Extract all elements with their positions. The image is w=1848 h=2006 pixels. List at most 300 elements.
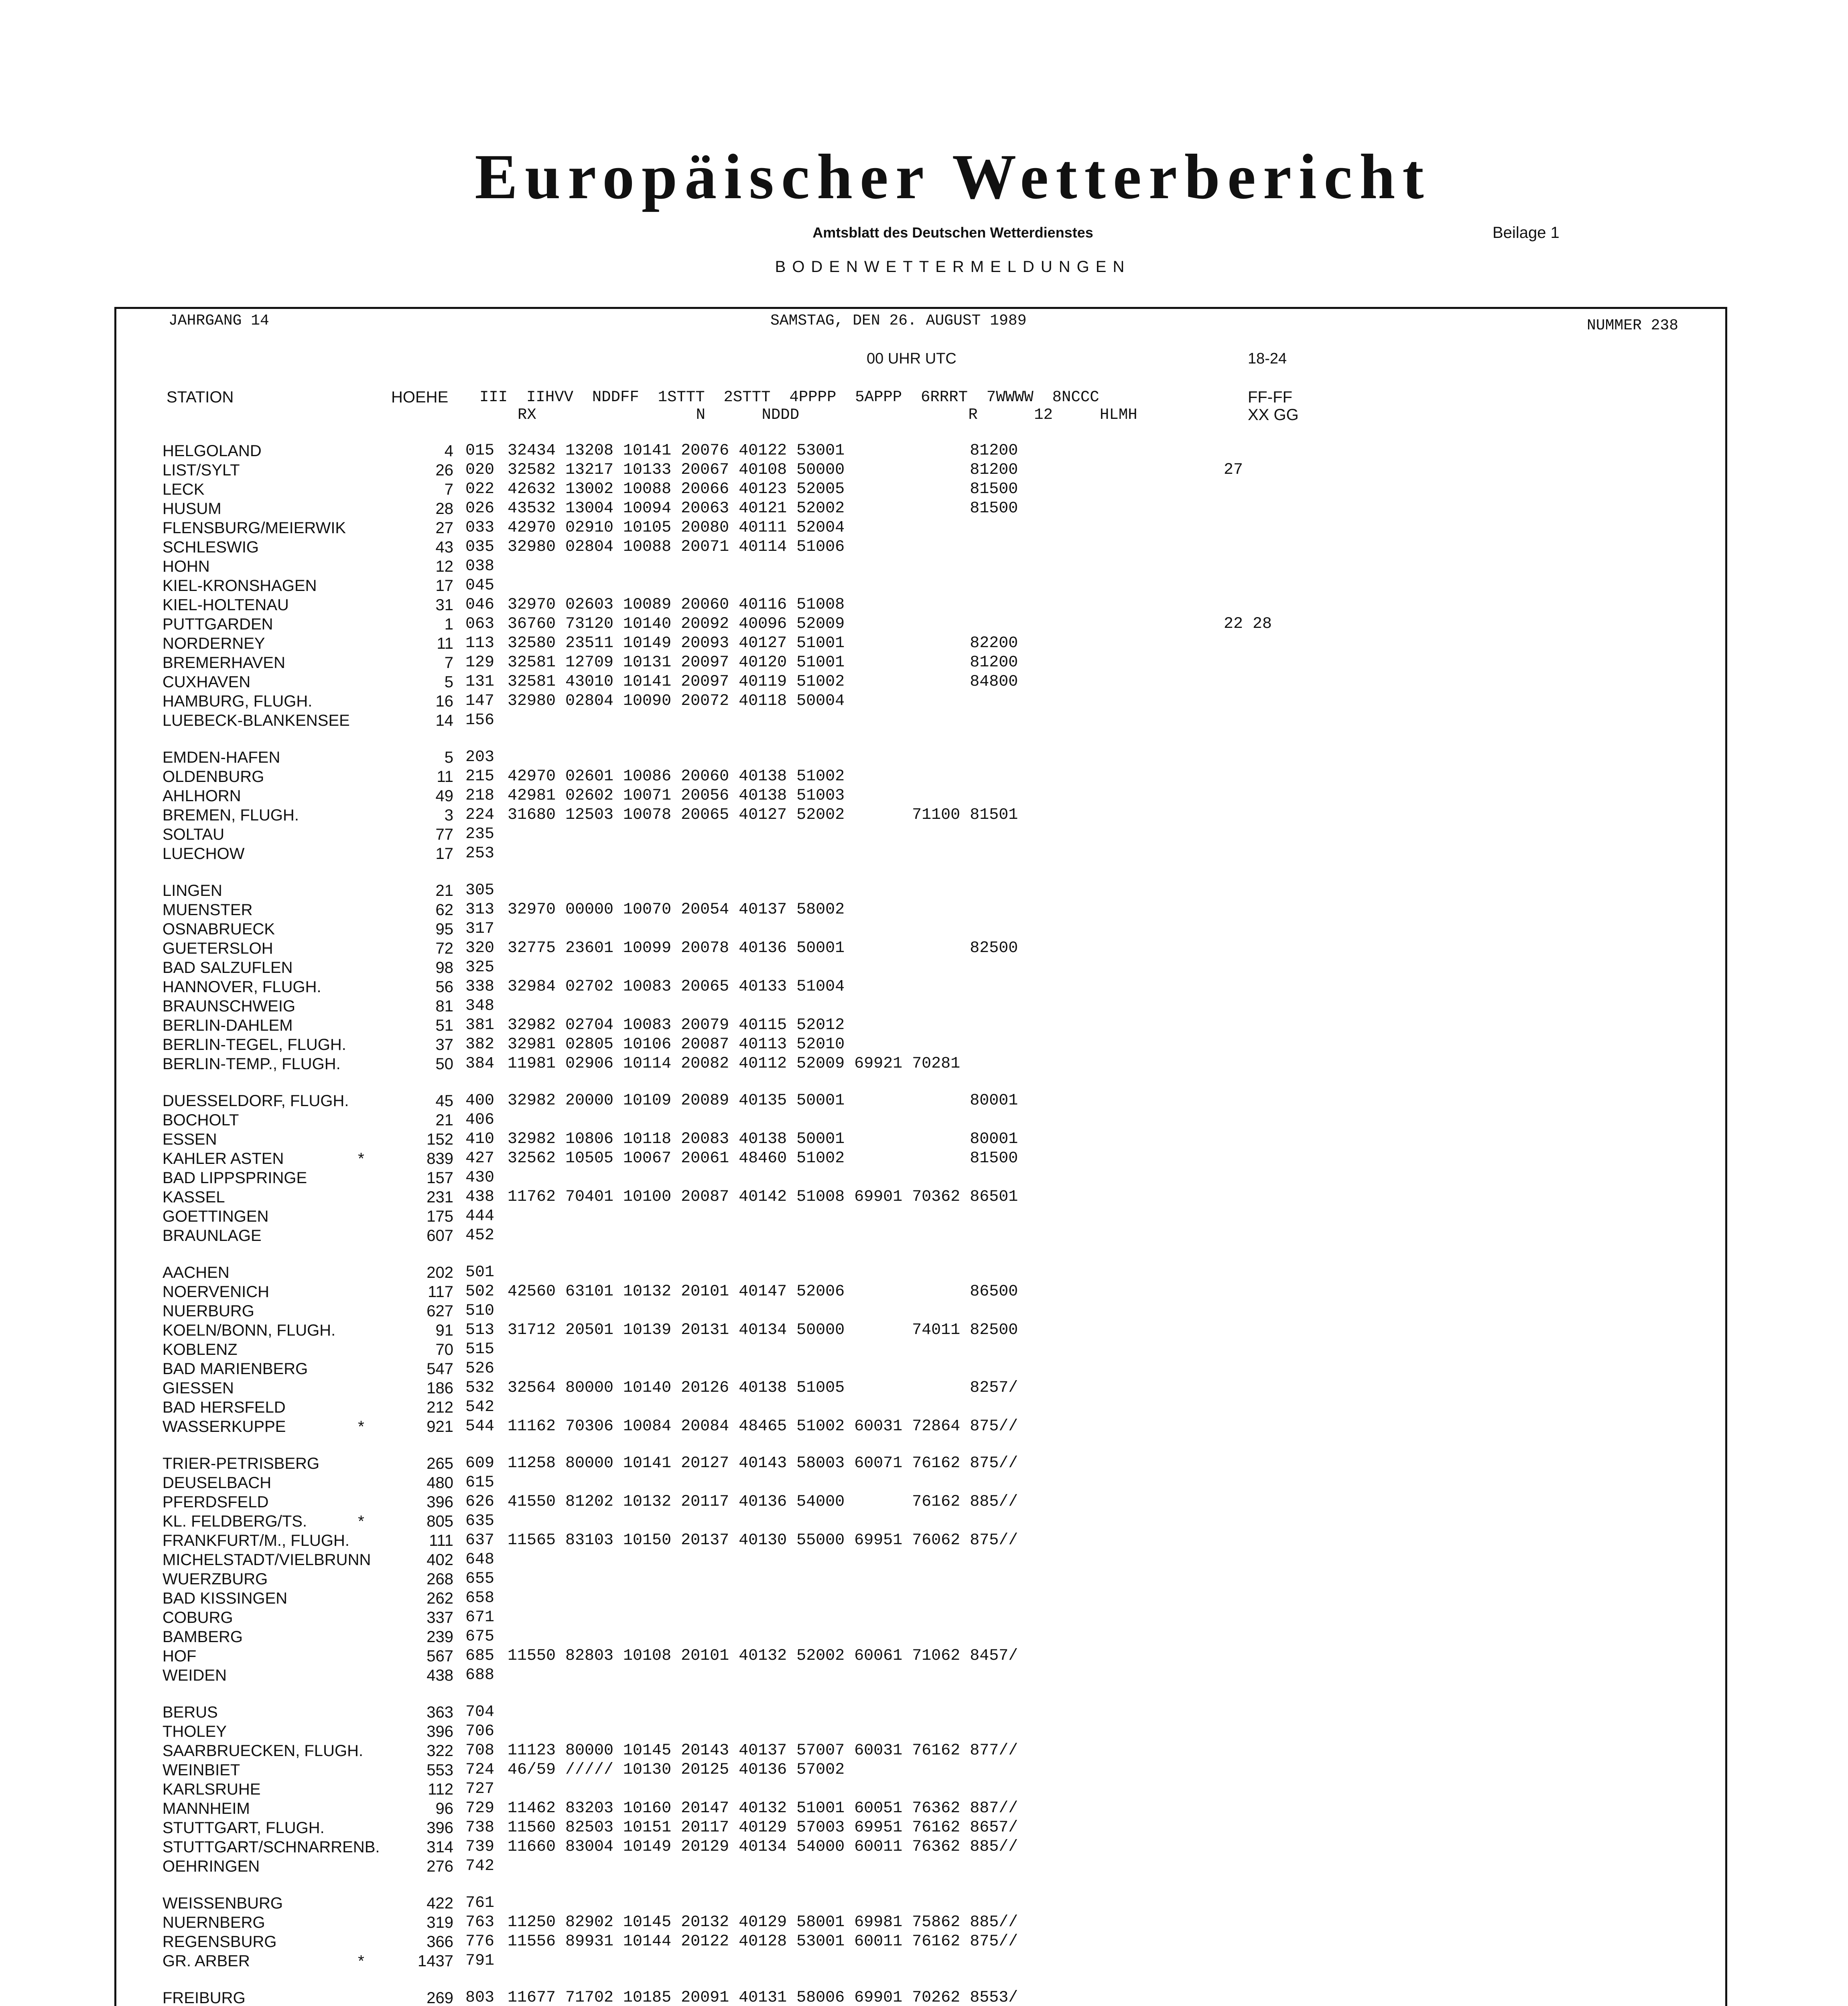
station-number: 400 xyxy=(465,1092,495,1110)
station-name: WEINBIET xyxy=(162,1761,240,1779)
table-row xyxy=(0,1016,1848,1035)
station-data-groups: 46/59 ///// 10130 20125 40136 57002 xyxy=(508,1761,845,1779)
station-name: KARLSRUHE xyxy=(162,1781,261,1798)
table-row xyxy=(0,1149,1848,1168)
station-name: CUXHAVEN xyxy=(162,673,251,691)
station-hoehe: 28 xyxy=(435,500,453,518)
column-header-groups-sub: RX N NDDD R 12 HLMH xyxy=(518,406,1137,424)
station-number: 452 xyxy=(465,1226,495,1245)
station-extra: 27 xyxy=(1224,461,1243,479)
bergstation-marker: * xyxy=(358,1150,364,1167)
station-number: 129 xyxy=(465,654,495,672)
station-number: 384 xyxy=(465,1055,495,1073)
station-number: 033 xyxy=(465,519,495,537)
station-hoehe: 98 xyxy=(435,959,453,977)
station-hoehe: 27 xyxy=(435,519,453,537)
station-name: BRAUNLAGE xyxy=(162,1227,262,1245)
table-row xyxy=(0,1091,1848,1111)
station-data-groups: 42560 63101 10132 20101 40147 52006 86500 xyxy=(508,1283,1018,1301)
station-number: 063 xyxy=(465,615,495,633)
station-hoehe: 11 xyxy=(437,635,453,652)
station-number: 156 xyxy=(465,711,495,729)
table-row xyxy=(0,1054,1848,1074)
station-hoehe: 117 xyxy=(428,1283,453,1301)
station-name: BREMERHAVEN xyxy=(162,654,285,672)
table-row xyxy=(0,1301,1848,1321)
table-row xyxy=(0,1569,1848,1589)
station-data-groups: 32775 23601 10099 20078 40136 50001 82500 xyxy=(508,939,1018,957)
station-name: GUETERSLOH xyxy=(162,940,273,957)
station-hoehe: 921 xyxy=(426,1418,453,1435)
station-hoehe: 567 xyxy=(426,1647,453,1665)
table-row xyxy=(0,1226,1848,1245)
station-name: OEHRINGEN xyxy=(162,1858,260,1875)
station-number: 626 xyxy=(465,1493,495,1511)
station-hoehe: 12 xyxy=(435,558,453,575)
table-row xyxy=(0,1988,1848,2006)
station-name: NOERVENICH xyxy=(162,1283,269,1301)
station-name: COBURG xyxy=(162,1609,233,1626)
station-hoehe: 21 xyxy=(435,882,453,899)
station-hoehe: 17 xyxy=(435,577,453,595)
station-hoehe: 366 xyxy=(426,1933,453,1951)
station-number: 763 xyxy=(465,1913,495,1931)
station-number: 532 xyxy=(465,1379,495,1397)
station-name: AHLHORN xyxy=(162,787,241,805)
station-number: 658 xyxy=(465,1589,495,1607)
station-number: 544 xyxy=(465,1417,495,1435)
table-row xyxy=(0,499,1848,518)
station-hoehe: 276 xyxy=(426,1858,453,1875)
station-number: 410 xyxy=(465,1130,495,1148)
station-number: 738 xyxy=(465,1819,495,1837)
station-name: NUERBURG xyxy=(162,1302,254,1320)
station-number: 427 xyxy=(465,1149,495,1167)
station-number: 320 xyxy=(465,939,495,957)
station-number: 325 xyxy=(465,958,495,977)
table-row xyxy=(0,480,1848,499)
station-hoehe: 31 xyxy=(435,596,453,614)
station-name: WUERZBURG xyxy=(162,1570,268,1588)
station-hoehe: 157 xyxy=(426,1169,453,1187)
station-number: 224 xyxy=(465,806,495,824)
station-hoehe: 5 xyxy=(444,749,453,766)
station-number: 791 xyxy=(465,1952,495,1970)
station-data-groups: 32580 23511 10149 20093 40127 51001 82200 xyxy=(508,634,1018,652)
station-number: 038 xyxy=(465,557,495,575)
station-hoehe: 95 xyxy=(435,920,453,938)
station-name: OLDENBURG xyxy=(162,768,264,786)
station-number: 648 xyxy=(465,1551,495,1569)
station-hoehe: 175 xyxy=(426,1208,453,1225)
table-row xyxy=(0,1359,1848,1379)
station-name: FREIBURG xyxy=(162,1989,246,2006)
extra-time-label: 18-24 xyxy=(1248,350,1287,367)
table-row xyxy=(0,1550,1848,1569)
station-name: BERUS xyxy=(162,1703,218,1721)
station-number: 313 xyxy=(465,901,495,919)
station-data-groups: 11556 89931 10144 20122 40128 53001 60011 76162 875// xyxy=(508,1933,1018,1951)
table-row xyxy=(0,557,1848,576)
station-name: SCHLESWIG xyxy=(162,538,259,556)
station-name: TRIER-PETRISBERG xyxy=(162,1455,320,1472)
station-name: HOF xyxy=(162,1647,197,1665)
station-hoehe: 91 xyxy=(435,1322,453,1339)
station-number: 688 xyxy=(465,1666,495,1684)
station-hoehe: 77 xyxy=(435,826,453,843)
column-header-hoehe: HOEHE xyxy=(391,388,449,406)
station-data-groups: 32980 02804 10088 20071 40114 51006 xyxy=(508,538,845,556)
station-number: 438 xyxy=(465,1188,495,1206)
table-row xyxy=(0,1168,1848,1188)
station-hoehe: 337 xyxy=(426,1609,453,1626)
station-data-groups: 11462 83203 10160 20147 40132 51001 60051 76362 887// xyxy=(508,1799,1018,1817)
station-name: GR. ARBER xyxy=(162,1952,250,1970)
station-name: WASSERKUPPE xyxy=(162,1418,286,1435)
station-number: 430 xyxy=(465,1169,495,1187)
table-row xyxy=(0,1207,1848,1226)
station-number: 235 xyxy=(465,825,495,843)
station-hoehe: 43 xyxy=(435,538,453,556)
station-data-groups: 11762 70401 10100 20087 40142 51008 69901 70362 86501 xyxy=(508,1188,1018,1206)
table-row xyxy=(0,806,1848,825)
station-number: 542 xyxy=(465,1398,495,1416)
station-number: 113 xyxy=(465,634,495,652)
station-hoehe: 37 xyxy=(435,1036,453,1054)
station-hoehe: 49 xyxy=(435,787,453,805)
station-hoehe: 50 xyxy=(435,1055,453,1073)
station-name: KIEL-KRONSHAGEN xyxy=(162,577,317,595)
bergstation-marker: * xyxy=(358,1513,364,1530)
station-hoehe: 7 xyxy=(444,481,453,498)
station-number: 015 xyxy=(465,442,495,460)
station-name: FRANKFURT/M., FLUGH. xyxy=(162,1532,349,1549)
bergstation-marker: * xyxy=(358,1418,364,1435)
station-number: 675 xyxy=(465,1628,495,1646)
station-hoehe: 1 xyxy=(444,615,453,633)
station-number: 203 xyxy=(465,748,495,766)
table-row xyxy=(0,997,1848,1016)
table-row xyxy=(0,1188,1848,1207)
station-data-groups: 32581 12709 10131 20097 40120 51001 81200 xyxy=(508,654,1018,672)
station-hoehe: 4 xyxy=(444,442,453,460)
table-row xyxy=(0,653,1848,672)
table-row xyxy=(0,1398,1848,1417)
station-number: 022 xyxy=(465,480,495,498)
station-data-groups: 42970 02601 10086 20060 40138 51002 xyxy=(508,767,845,786)
station-number: 406 xyxy=(465,1111,495,1129)
table-row xyxy=(0,1627,1848,1647)
table-row xyxy=(0,1589,1848,1608)
station-number: 609 xyxy=(465,1454,495,1472)
table-row xyxy=(0,977,1848,997)
station-data-groups: 42632 13002 10088 20066 40123 52005 81500 xyxy=(508,480,1018,498)
station-name: NUERNBERG xyxy=(162,1914,265,1931)
table-row xyxy=(0,1512,1848,1531)
page-subtitle: Amtsblatt des Deutschen Wetterdienstes xyxy=(812,224,1093,241)
station-number: 706 xyxy=(465,1722,495,1740)
station-name: WEISSENBURG xyxy=(162,1894,283,1912)
table-row xyxy=(0,461,1848,480)
station-number: 382 xyxy=(465,1035,495,1054)
station-number: 708 xyxy=(465,1742,495,1760)
table-row xyxy=(0,786,1848,806)
table-row xyxy=(0,1913,1848,1932)
table-row xyxy=(0,881,1848,900)
station-data-groups: 31680 12503 10078 20065 40127 52002 71100 81501 xyxy=(508,806,1018,824)
station-hoehe: 1437 xyxy=(418,1952,453,1970)
table-row xyxy=(0,920,1848,939)
station-name: OSNABRUECK xyxy=(162,920,275,938)
station-name: GOETTINGEN xyxy=(162,1208,269,1225)
station-number: 218 xyxy=(465,787,495,805)
station-number: 046 xyxy=(465,596,495,614)
table-row xyxy=(0,748,1848,767)
station-number: 253 xyxy=(465,845,495,863)
table-row xyxy=(0,634,1848,653)
station-hoehe: 314 xyxy=(426,1838,453,1856)
table-row xyxy=(0,1703,1848,1722)
station-hoehe: 805 xyxy=(426,1513,453,1530)
station-hoehe: 396 xyxy=(426,1723,453,1740)
station-hoehe: 396 xyxy=(426,1493,453,1511)
station-number: 215 xyxy=(465,767,495,786)
station-hoehe: 56 xyxy=(435,978,453,996)
station-number: 526 xyxy=(465,1360,495,1378)
station-number: 761 xyxy=(465,1894,495,1912)
table-row xyxy=(0,1760,1848,1780)
station-data-groups: 32562 10505 10067 20061 48460 51002 81500 xyxy=(508,1149,1018,1167)
station-hoehe: 14 xyxy=(435,712,453,729)
station-name: KOBLENZ xyxy=(162,1341,238,1358)
station-name: AACHEN xyxy=(162,1264,229,1281)
station-number: 685 xyxy=(465,1647,495,1665)
station-data-groups: 32982 02704 10083 20079 40115 52012 xyxy=(508,1016,845,1034)
table-row xyxy=(0,1111,1848,1130)
station-data-groups: 11123 80000 10145 20143 40137 57007 60031 76162 877// xyxy=(508,1742,1018,1760)
station-number: 147 xyxy=(465,692,495,710)
station-name: LINGEN xyxy=(162,882,222,899)
station-data-groups: 43532 13004 10094 20063 40121 52002 81500 xyxy=(508,499,1018,518)
station-name: STUTTGART, FLUGH. xyxy=(162,1819,325,1837)
station-data-groups: 32434 13208 10141 20076 40122 53001 81200 xyxy=(508,442,1018,460)
station-number: 502 xyxy=(465,1283,495,1301)
station-data-groups: 32980 02804 10090 20072 40118 50004 xyxy=(508,692,845,710)
table-row xyxy=(0,595,1848,615)
table-row xyxy=(0,1818,1848,1837)
station-data-groups: 32970 02603 10089 20060 40116 51008 xyxy=(508,596,845,614)
station-number: 615 xyxy=(465,1474,495,1492)
station-hoehe: 547 xyxy=(426,1360,453,1378)
station-number: 635 xyxy=(465,1512,495,1530)
table-row xyxy=(0,1647,1848,1666)
station-name: BRAUNSCHWEIG xyxy=(162,997,296,1015)
station-name: BAMBERG xyxy=(162,1628,243,1646)
table-row xyxy=(0,1035,1848,1054)
station-hoehe: 96 xyxy=(435,1800,453,1817)
table-row xyxy=(0,538,1848,557)
station-hoehe: 70 xyxy=(435,1341,453,1358)
station-hoehe: 5 xyxy=(444,673,453,691)
bergstation-marker: * xyxy=(358,1952,364,1970)
station-hoehe: 396 xyxy=(426,1819,453,1837)
station-number: 671 xyxy=(465,1608,495,1626)
table-row xyxy=(0,1722,1848,1741)
station-hoehe: 553 xyxy=(426,1761,453,1779)
station-name: SOLTAU xyxy=(162,826,225,843)
station-name: KL. FELDBERG/TS. xyxy=(162,1513,307,1530)
table-row xyxy=(0,900,1848,920)
time-label: 00 UHR UTC xyxy=(867,350,956,367)
station-data-groups: 32564 80000 10140 20126 40138 51005 8257/ xyxy=(508,1379,1018,1397)
table-row xyxy=(0,1492,1848,1512)
station-name: KIEL-HOLTENAU xyxy=(162,596,289,614)
table-row xyxy=(0,1263,1848,1282)
station-data-groups: 32984 02702 10083 20065 40133 51004 xyxy=(508,978,845,996)
station-hoehe: 17 xyxy=(435,845,453,863)
station-number: 381 xyxy=(465,1016,495,1034)
station-name: BAD SALZUFLEN xyxy=(162,959,293,977)
station-number: 776 xyxy=(465,1933,495,1951)
page-title: Europäischer Wetterbericht xyxy=(475,141,1431,212)
station-data-groups: 32982 10806 10118 20083 40138 50001 80001 xyxy=(508,1130,1018,1148)
table-row xyxy=(0,692,1848,711)
station-name: ESSEN xyxy=(162,1131,217,1148)
station-number: 724 xyxy=(465,1761,495,1779)
station-name: FLENSBURG/MEIERWIK xyxy=(162,519,346,537)
station-hoehe: 607 xyxy=(426,1227,453,1245)
station-hoehe: 26 xyxy=(435,461,453,479)
station-name: KOELN/BONN, FLUGH. xyxy=(162,1322,336,1339)
table-row xyxy=(0,1666,1848,1685)
station-number: 513 xyxy=(465,1321,495,1339)
station-data-groups: 32981 02805 10106 20087 40113 52010 xyxy=(508,1035,845,1054)
table-row xyxy=(0,1799,1848,1818)
station-data-groups: 32581 43010 10141 20097 40119 51002 84800 xyxy=(508,673,1018,691)
station-name: HUSUM xyxy=(162,500,221,518)
station-hoehe: 268 xyxy=(426,1570,453,1588)
station-hoehe: 839 xyxy=(426,1150,453,1167)
table-row xyxy=(0,576,1848,595)
station-hoehe: 239 xyxy=(426,1628,453,1646)
station-name: STUTTGART/SCHNARRENB. xyxy=(162,1838,380,1856)
station-hoehe: 422 xyxy=(426,1894,453,1912)
table-row xyxy=(0,1608,1848,1627)
station-number: 742 xyxy=(465,1857,495,1875)
station-name: NORDERNEY xyxy=(162,635,265,652)
station-hoehe: 11 xyxy=(437,768,453,786)
station-hoehe: 438 xyxy=(426,1667,453,1684)
station-name: BERLIN-TEGEL, FLUGH. xyxy=(162,1036,346,1054)
station-hoehe: 16 xyxy=(435,692,453,710)
station-hoehe: 111 xyxy=(429,1532,453,1549)
station-hoehe: 112 xyxy=(428,1781,453,1798)
station-data-groups: 11250 82902 10145 20132 40129 58001 69981 75862 885// xyxy=(508,1913,1018,1931)
station-name: MUENSTER xyxy=(162,901,253,919)
station-hoehe: 265 xyxy=(426,1455,453,1472)
station-name: LIST/SYLT xyxy=(162,461,240,479)
table-row xyxy=(0,1741,1848,1760)
table-row xyxy=(0,1894,1848,1913)
station-name: LUEBECK-BLANKENSEE xyxy=(162,712,350,729)
table-row xyxy=(0,825,1848,844)
station-name: BAD KISSINGEN xyxy=(162,1590,288,1607)
station-number: 501 xyxy=(465,1263,495,1281)
station-name: PUTTGARDEN xyxy=(162,615,273,633)
column-header-groups: III IIHVV NDDFF 1STTT 2STTT 4PPPP 5APPP 6RRRT 7WWWW 8NCCC xyxy=(479,388,1099,406)
station-name: DUESSELDORF, FLUGH. xyxy=(162,1092,349,1110)
station-hoehe: 62 xyxy=(435,901,453,919)
station-data-groups: 11660 83004 10149 20129 40134 54000 60011 76362 885// xyxy=(508,1838,1018,1856)
station-hoehe: 212 xyxy=(426,1399,453,1416)
station-number: 317 xyxy=(465,920,495,938)
station-data-groups: 42981 02602 10071 20056 40138 51003 xyxy=(508,787,845,805)
station-name: THOLEY xyxy=(162,1723,227,1740)
station-number: 739 xyxy=(465,1838,495,1856)
station-name: DEUSELBACH xyxy=(162,1474,272,1492)
station-name: LUECHOW xyxy=(162,845,245,863)
table-row xyxy=(0,441,1848,461)
station-data-groups: 36760 73120 10140 20092 40096 52009 xyxy=(508,615,845,633)
table-row xyxy=(0,1837,1848,1857)
station-number: 637 xyxy=(465,1531,495,1549)
station-extra: 22 28 xyxy=(1224,615,1272,633)
nummer-label: NUMMER 238 xyxy=(1587,317,1679,334)
station-number: 655 xyxy=(465,1570,495,1588)
station-name: BERLIN-DAHLEM xyxy=(162,1017,293,1034)
station-number: 348 xyxy=(465,997,495,1015)
station-name: KASSEL xyxy=(162,1188,225,1206)
station-name: SAARBRUECKEN, FLUGH. xyxy=(162,1742,364,1760)
station-name: BAD LIPPSPRINGE xyxy=(162,1169,307,1187)
station-data-groups: 32582 13217 10133 20067 40108 50000 81200 xyxy=(508,461,1018,479)
station-name: HAMBURG, FLUGH. xyxy=(162,692,313,710)
station-number: 131 xyxy=(465,673,495,691)
station-name: LECK xyxy=(162,481,205,498)
station-data-groups: 11565 83103 10150 20137 40130 55000 69951 76062 875// xyxy=(508,1531,1018,1549)
station-name: BOCHOLT xyxy=(162,1111,239,1129)
station-name: BREMEN, FLUGH. xyxy=(162,806,299,824)
station-number: 026 xyxy=(465,499,495,518)
station-number: 020 xyxy=(465,461,495,479)
station-hoehe: 72 xyxy=(435,940,453,957)
station-data-groups: 32970 00000 10070 20054 40137 58002 xyxy=(508,901,845,919)
station-hoehe: 3 xyxy=(444,806,453,824)
station-name: GIESSEN xyxy=(162,1379,234,1397)
station-number: 045 xyxy=(465,577,495,595)
table-row xyxy=(0,939,1848,958)
station-hoehe: 262 xyxy=(426,1590,453,1607)
station-hoehe: 152 xyxy=(426,1131,453,1148)
station-name: BAD MARIENBERG xyxy=(162,1360,308,1378)
beilage-label: Beilage 1 xyxy=(1493,224,1560,242)
station-data-groups: 11258 80000 10141 20127 40143 58003 60071 76162 875// xyxy=(508,1454,1018,1472)
table-row xyxy=(0,672,1848,692)
table-row xyxy=(0,1531,1848,1550)
station-number: 515 xyxy=(465,1340,495,1358)
station-data-groups: 11981 02906 10114 20082 40112 52009 69921 70281 xyxy=(508,1055,961,1073)
station-hoehe: 186 xyxy=(426,1379,453,1397)
table-row xyxy=(0,615,1848,634)
table-row xyxy=(0,1379,1848,1398)
station-name: HANNOVER, FLUGH. xyxy=(162,978,321,996)
station-data-groups: 11550 82803 10108 20101 40132 52002 60061 71062 8457/ xyxy=(508,1647,1018,1665)
column-header-ff: FF-FF xyxy=(1248,388,1293,406)
station-number: 305 xyxy=(465,881,495,899)
station-hoehe: 202 xyxy=(426,1264,453,1281)
table-row xyxy=(0,844,1848,863)
station-name: BERLIN-TEMP., FLUGH. xyxy=(162,1055,341,1073)
